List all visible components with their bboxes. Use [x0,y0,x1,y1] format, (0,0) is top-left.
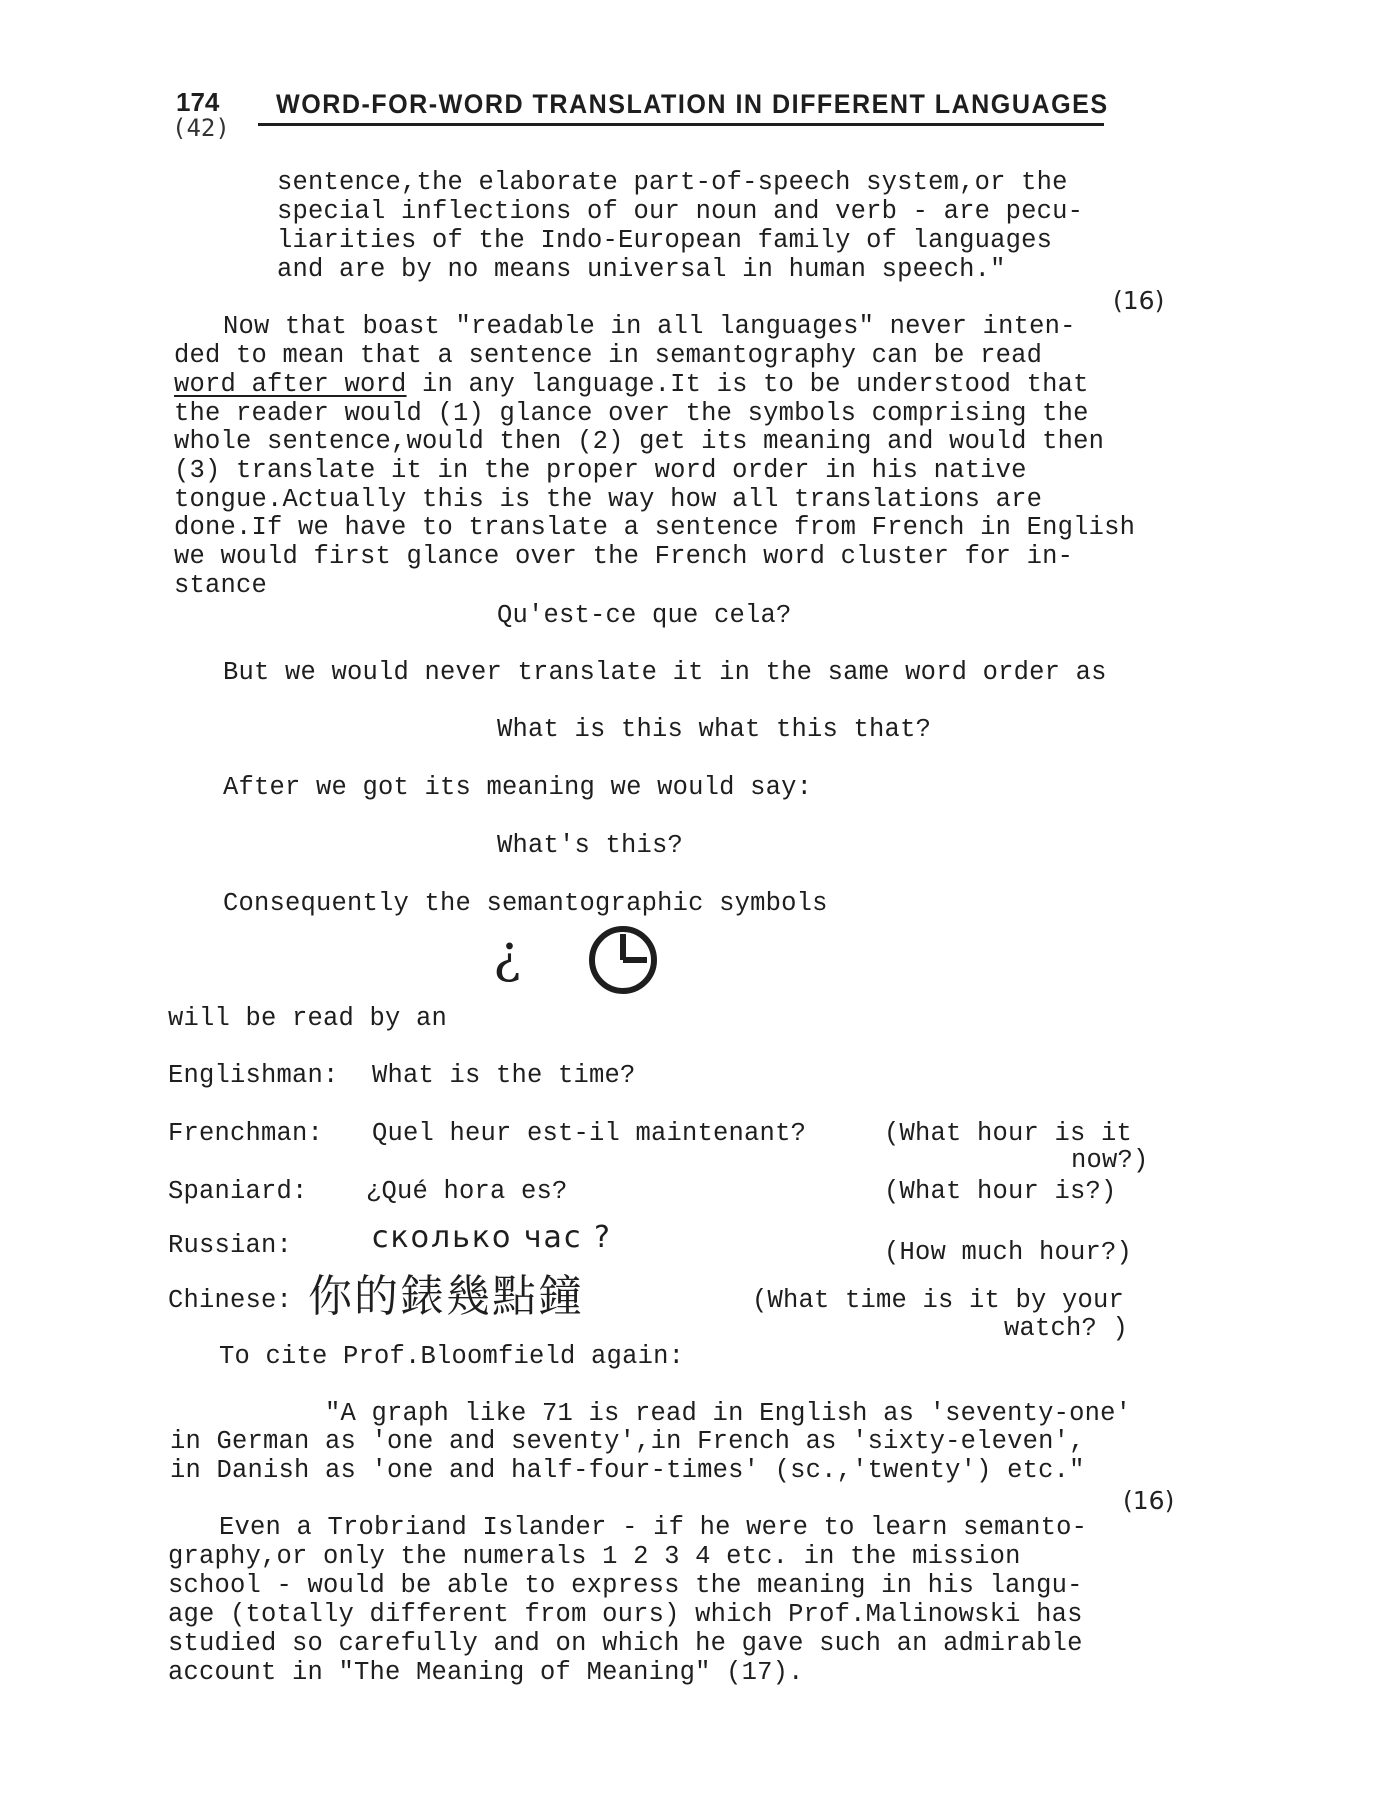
never-translate-line: But we would never translate it in the same word order as [223,658,1107,687]
french-gloss-2: now?) [1071,1146,1149,1175]
quote1-line-2: special inflections of our noun and verb - are pecu- [277,197,1084,226]
cite-intro: To cite Prof.Bloomfield again: [219,1342,685,1371]
page-number: 174 [176,87,220,117]
chinese-gloss-2: watch? ) [1004,1314,1129,1343]
chinese-gloss-1: (What time is it by your [752,1286,1125,1315]
chinese-translation: 你的錶幾點鐘 [308,1271,584,1322]
para1-line-5: whole sentence,would then (2) get its meaning and would then [174,427,1105,456]
para1-line-9: we would first glance over the French word cluster for in- [174,542,1074,571]
french-gloss-1: (What hour is it [884,1119,1133,1148]
clock-icon [585,922,661,998]
consequently-line: Consequently the semantographic symbols [223,889,828,918]
para2-line-4: age (totally different from ours) which Prof.Malinowski has [168,1600,1083,1629]
para2-line-3: school - would be able to express the meaning in his langu- [168,1571,1083,1600]
original-page-number: (42) [172,114,230,142]
french-translation: Quel heur est-il maintenant? [372,1119,807,1148]
para1-line-1: Now that boast "readable in all languages" never inten- [223,312,1076,341]
para1-line-3: word after word in any language.It is to be understood that [174,370,1089,399]
para1-line-8: done.If we have to translate a sentence from French in English [174,513,1136,542]
literal-translation: What is this what this that? [497,715,932,744]
russian-translation: сколько час ? [372,1220,612,1255]
quote2-line-2: in German as 'one and seventy',in French as 'sixty-eleven', [170,1427,1085,1456]
header-rule [258,123,1104,126]
label-frenchman: Frenchman: [168,1119,324,1148]
para2-line-1: Even a Trobriand Islander - if he were to learn semanto- [219,1513,1088,1542]
spanish-gloss: (What hour is?) [884,1177,1117,1206]
after-meaning-line: After we got its meaning we would say: [223,773,813,802]
underlined-phrase: word after word [174,370,407,399]
label-spaniard: Spaniard: [168,1177,308,1206]
quote1-line-1: sentence,the elaborate part-of-speech system,or the [277,168,1068,197]
para2-line-5: studied so carefully and on which he gave such an admirable [168,1629,1083,1658]
para2-line-2: graphy,or only the numerals 1 2 3 4 etc. in the mission [168,1542,1021,1571]
english-translation: What is the time? [372,1061,636,1090]
meaning-translation: What's this? [497,831,684,860]
french-phrase: Qu'est-ce que cela? [497,601,792,630]
russian-gloss: (How much hour?) [884,1238,1133,1267]
para2-line-6: account in "The Meaning of Meaning" (17). [168,1658,804,1687]
para1-line-10: stance [174,571,268,600]
label-chinese: Chinese: [168,1286,293,1315]
quote1-line-3: liarities of the Indo-European family of languages [277,226,1053,255]
read-by-line: will be read by an [168,1004,448,1033]
quote2-citation: (16) [1123,1486,1175,1515]
para1-line-7: tongue.Actually this is the way how all translations are [174,485,1043,514]
label-englishman: Englishman: [168,1061,339,1090]
label-russian: Russian: [168,1231,293,1260]
para1-line-4: the reader would (1) glance over the symbols comprising the [174,399,1089,428]
inverted-question-symbol: ? [494,930,522,990]
spanish-translation: ¿Qué hora es? [366,1177,568,1206]
para1-line-6: (3) translate it in the proper word order in his native [174,456,1027,485]
para1-line-2: ded to mean that a sentence in semantography can be read [174,341,1043,370]
quote2-line-1: "A graph like 71 is read in English as 'seventy-one' [325,1399,1132,1428]
quote2-line-3: in Danish as 'one and half-four-times' (sc.,'twenty') etc." [170,1456,1085,1485]
quote1-line-4: and are by no means universal in human speech." [277,255,1006,284]
quote1-citation: (16) [1113,286,1165,315]
running-title: WORD-FOR-WORD TRANSLATION IN DIFFERENT LANGUAGES [276,89,1109,119]
